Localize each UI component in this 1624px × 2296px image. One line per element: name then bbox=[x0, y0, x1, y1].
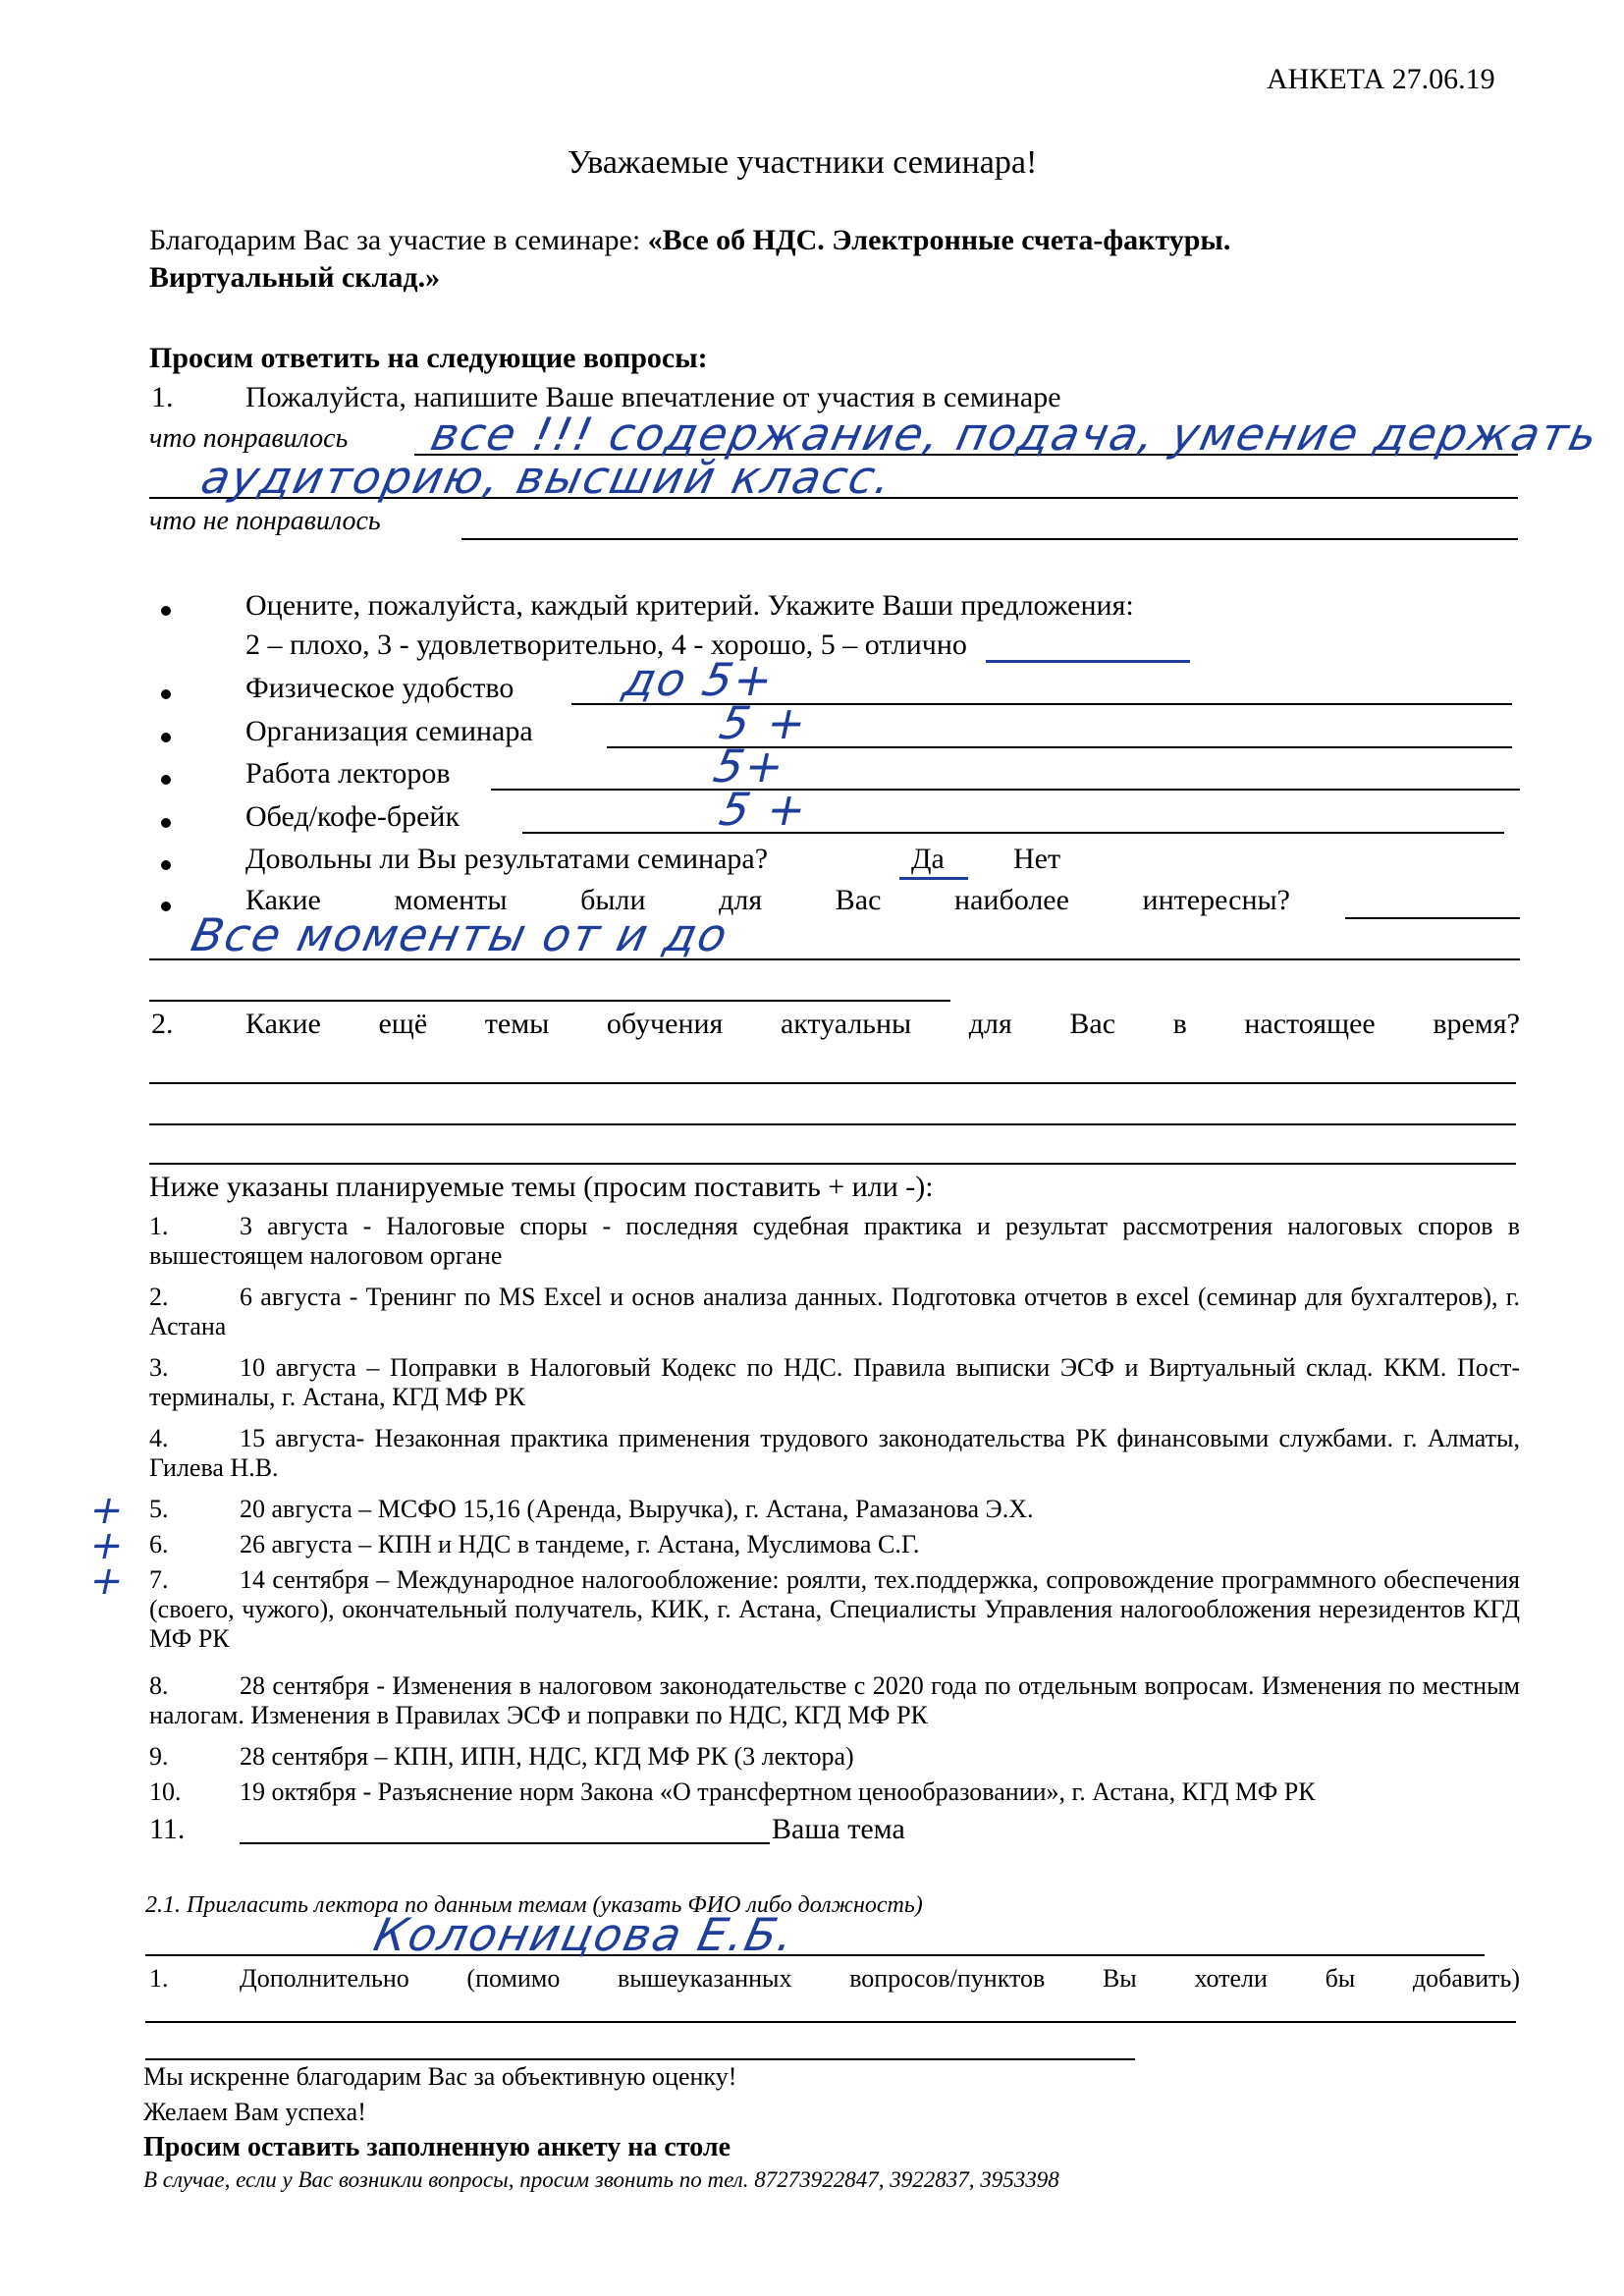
q2-word: актуальны bbox=[780, 1008, 912, 1040]
bullet-criterion-2 bbox=[161, 733, 171, 742]
q2-word: в bbox=[1172, 1008, 1187, 1040]
interesting-line-0 bbox=[1345, 917, 1520, 919]
criterion-4-line bbox=[522, 832, 1504, 834]
criterion-3-label: Работа лекторов bbox=[245, 757, 451, 790]
criterion-4-answer: 5 + bbox=[715, 783, 814, 836]
q2-word: для bbox=[968, 1008, 1012, 1040]
thanks-line bbox=[149, 224, 1230, 257]
topic-text: 26 августа – КПН и НДС в тандеме, г. Астана, Муслимова С.Г. bbox=[240, 1530, 920, 1558]
footer-leave-form: Просим оставить заполненную анкету на столе bbox=[143, 2132, 731, 2162]
satisfied-yes-underline bbox=[899, 877, 968, 880]
bullet-rate bbox=[161, 606, 171, 616]
topic-mark-plus: + bbox=[85, 1488, 131, 1533]
topic-num: 3. bbox=[149, 1353, 169, 1382]
topic-num: 1. bbox=[149, 1212, 169, 1240]
topic-num: 6. bbox=[149, 1530, 169, 1558]
q2-line-2 bbox=[149, 1123, 1516, 1125]
interesting-word: моменты bbox=[394, 884, 508, 916]
topic-num: 9. bbox=[149, 1742, 169, 1771]
topic-text: 14 сентября – Международное налогообложение: роялти, тех.поддержка, сопровождение программного обеспечения (своего, чужого), окончательный получатель, КИК, г. Астана, Специалисты Управления налогообложения нерезидентов КГД МФ РК bbox=[149, 1565, 1520, 1653]
bullet-satisfied bbox=[161, 860, 171, 870]
q2-word: обучения bbox=[606, 1008, 724, 1040]
interesting-answer: Все моменты от и до bbox=[187, 908, 734, 961]
liked-answer-1: все !!! содержание, подача, умение держать bbox=[426, 408, 1604, 461]
interesting-line-2 bbox=[149, 1000, 950, 1002]
disliked-line bbox=[461, 538, 1518, 540]
extra-word: добавить) bbox=[1412, 1964, 1520, 1993]
q2-word: Какие bbox=[245, 1008, 321, 1040]
topic-text: 28 сентября - Изменения в налоговом законодательстве с 2020 года по отдельным вопросам. Изменения по местным налогам. Изменения в Правилах ЭСФ и поправки по НДС, КГД МФ РК bbox=[149, 1671, 1520, 1729]
rate-scale-underline bbox=[986, 660, 1190, 663]
bullet-interesting bbox=[161, 902, 171, 911]
q2-word: Вас bbox=[1069, 1008, 1116, 1040]
extra-word: Дополнительно bbox=[240, 1964, 409, 1993]
extra-word: вышеуказанных bbox=[617, 1964, 792, 1993]
topic-num: 10. bbox=[149, 1777, 182, 1806]
q2-word: темы bbox=[484, 1008, 550, 1040]
topic-text: 3 августа - Налоговые споры - последняя судебная практика и результат рассмотрения налоговых споров в вышестоящем налоговом органе bbox=[149, 1212, 1520, 1270]
extra-line-2 bbox=[145, 2058, 1135, 2060]
interesting-word: Какие bbox=[245, 884, 321, 916]
topic-mark-plus: + bbox=[85, 1523, 131, 1568]
questions-heading: Просим ответить на следующие вопросы: bbox=[149, 342, 708, 374]
satisfied-yes: Да bbox=[911, 843, 945, 875]
footer-contacts: В случае, если у Вас возникли вопросы, просим звонить по тел. 87273922847, 3922837, 3953398 bbox=[143, 2167, 1059, 2192]
topic-num: 4. bbox=[149, 1424, 169, 1452]
extra-line-1 bbox=[145, 2021, 1516, 2023]
topic-text: 10 августа – Поправки в Налоговый Кодекс по НДС. Правила выписки ЭСФ и Виртуальный склад. ККМ. Пост-терминалы, г. Астана, КГД МФ РК bbox=[149, 1353, 1520, 1411]
rate-intro: Оцените, пожалуйста, каждый критерий. Укажите Ваши предложения: bbox=[245, 589, 1134, 622]
extra-word: (помимо bbox=[466, 1964, 561, 1993]
bullet-criterion-4 bbox=[161, 818, 171, 828]
criterion-2-answer: 5 + bbox=[715, 696, 814, 749]
topic-num: 5. bbox=[149, 1495, 169, 1523]
topic-text: 15 августа- Незаконная практика применения трудового законодательства РК финансовыми службами. г. Алматы, Гилева Н.В. bbox=[149, 1424, 1520, 1482]
extra-word: бы bbox=[1325, 1964, 1356, 1993]
topic-text: 20 августа – МСФО 15,16 (Аренда, Выручка), г. Астана, Рамазанова Э.Х. bbox=[240, 1495, 1034, 1523]
greeting: Уважаемые участники семинара! bbox=[568, 144, 1038, 181]
criterion-3-line bbox=[491, 789, 1520, 791]
rate-scale: 2 – плохо, 3 - удовлетворительно, 4 - хорошо, 5 – отлично bbox=[245, 629, 967, 661]
topic-11-line bbox=[240, 1842, 770, 1844]
topic-mark-plus: + bbox=[85, 1558, 131, 1604]
criterion-2-label: Организация семинара bbox=[245, 715, 533, 747]
topic-num: 8. bbox=[149, 1671, 169, 1700]
extra-word: Вы bbox=[1102, 1964, 1137, 1993]
topic-num: 2. bbox=[149, 1283, 169, 1311]
topic-text: 6 августа - Тренинг по MS Excel и основ анализа данных. Подготовка отчетов в excel (семинар для бухгалтеров), г. Астана bbox=[149, 1283, 1520, 1340]
invite-line bbox=[145, 1954, 1485, 1956]
disliked-label: что не понравилось bbox=[149, 506, 381, 536]
interesting-word: для bbox=[719, 884, 763, 916]
q2-line-3 bbox=[149, 1163, 1516, 1165]
topic-11-label: Ваша тема bbox=[772, 1813, 905, 1845]
satisfied-question: Довольны ли Вы результатами семинара? bbox=[245, 843, 769, 875]
q2-num: 2. bbox=[151, 1008, 174, 1040]
interesting-word: Вас bbox=[835, 884, 882, 916]
footer-thanks: Мы искренне благодарим Вас за объективную оценку! bbox=[143, 2062, 737, 2091]
thanks-prefix: Благодарим Вас за участие в семинаре: bbox=[149, 224, 648, 256]
satisfied-no: Нет bbox=[1013, 843, 1061, 875]
criterion-1-answer: до 5+ bbox=[619, 653, 781, 706]
extra-question bbox=[240, 1964, 1520, 1994]
criterion-4-label: Обед/кофе-брейк bbox=[245, 800, 460, 833]
extra-word: хотели bbox=[1194, 1964, 1268, 1993]
interesting-word: интересны? bbox=[1142, 884, 1290, 916]
invite-label: 2.1. Пригласить лектора по данным темам (указать ФИО либо должность) bbox=[145, 1892, 923, 1918]
q2-word: настоящее bbox=[1244, 1008, 1376, 1040]
seminar-title-1: «Все об НДС. Электронные счета-фактуры. bbox=[647, 224, 1231, 256]
q1-text: Пожалуйста, напишите Ваше впечатление от участия в семинаре bbox=[245, 381, 1061, 413]
bullet-criterion-3 bbox=[161, 775, 171, 785]
form-id: АНКЕТА 27.06.19 bbox=[1267, 63, 1495, 95]
bullet-criterion-1 bbox=[161, 689, 171, 699]
extra-word: вопросов/пунктов bbox=[849, 1964, 1046, 1993]
liked-label: что понравилось bbox=[149, 423, 349, 454]
extra-num: 1. bbox=[149, 1964, 169, 1993]
liked-answer-2: аудиторию, высший класс. bbox=[196, 451, 898, 504]
interesting-word: были bbox=[580, 884, 646, 916]
seminar-title-2: Виртуальный склад.» bbox=[149, 261, 441, 294]
topic-11-num: 11. bbox=[149, 1813, 186, 1845]
topic-num: 7. bbox=[149, 1565, 169, 1594]
criterion-1-label: Физическое удобство bbox=[245, 672, 514, 704]
criterion-3-answer: 5+ bbox=[709, 739, 791, 793]
q2-word: ещё bbox=[378, 1008, 428, 1040]
interesting-word: наиболее bbox=[954, 884, 1069, 916]
topic-text: 28 сентября – КПН, ИПН, НДС, КГД МФ РК (3 лектора) bbox=[240, 1742, 854, 1771]
topics-heading: Ниже указаны планируемые темы (просим поставить + или -): bbox=[149, 1171, 934, 1203]
q1-num: 1. bbox=[151, 381, 174, 413]
q2-text bbox=[245, 1008, 1520, 1041]
footer-wish: Желаем Вам успеха! bbox=[143, 2098, 366, 2126]
q2-word: время? bbox=[1433, 1008, 1520, 1040]
topic-text: 19 октября - Разъяснение норм Закона «О трансфертном ценообразовании», г. Астана, КГД МФ РК bbox=[240, 1777, 1316, 1806]
invite-answer: Колоницова Е.Б. bbox=[369, 1908, 801, 1961]
q2-line-1 bbox=[149, 1082, 1516, 1084]
